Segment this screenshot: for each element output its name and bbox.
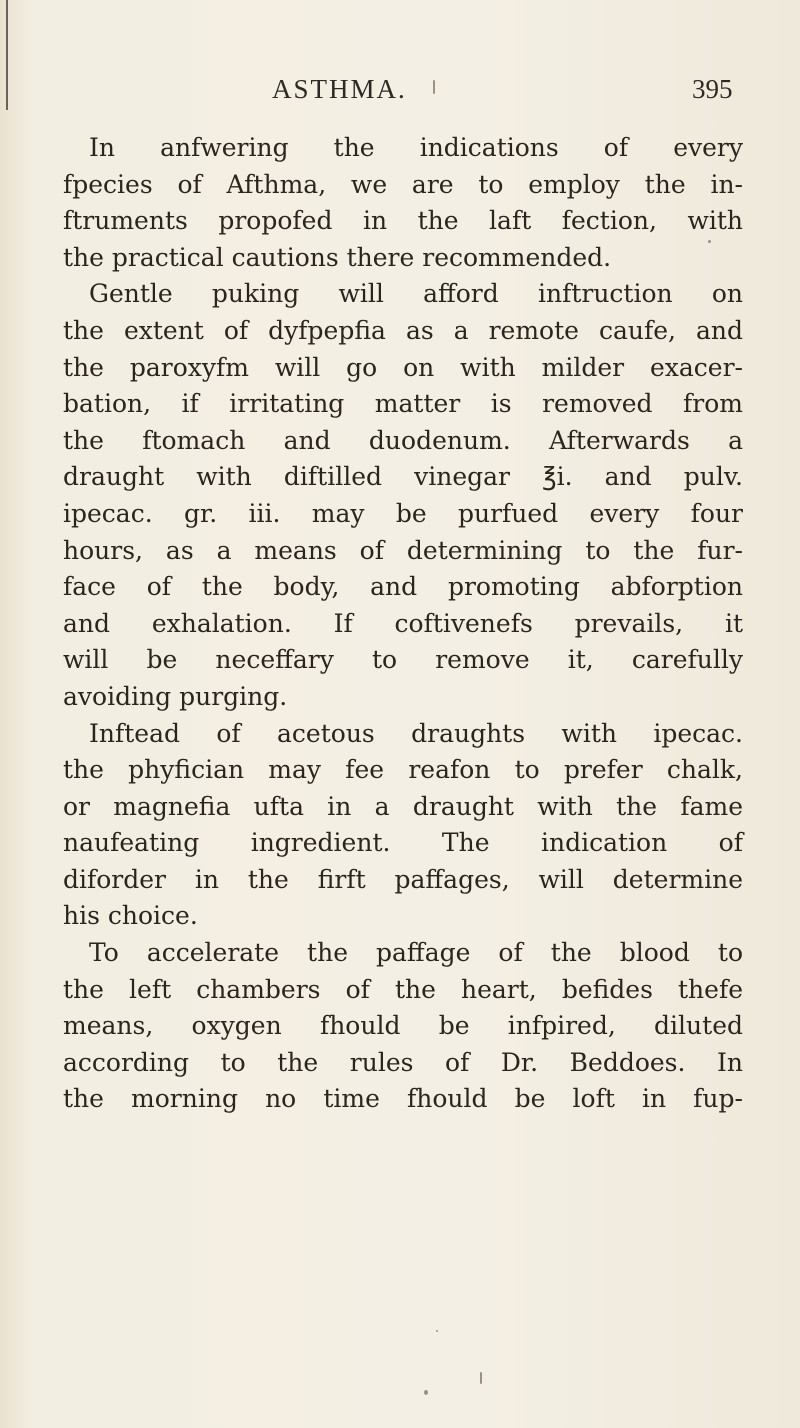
text-line: or magnefia ufta in a draught with the fame [63, 791, 743, 821]
page-number: 395 [692, 74, 733, 104]
text-line: In anfwering the indications of every [89, 133, 743, 162]
text-line: naufeating ingredient. The indication of [63, 828, 743, 858]
paper-speck [433, 80, 435, 94]
text-line: Gentle puking will afford inftruction on [89, 279, 743, 309]
text-line: means, oxygen fhould be infpired, diluted [63, 1011, 743, 1041]
text-line: ftruments propofed in the laft fection, with [63, 206, 743, 236]
paper-speck [708, 240, 711, 243]
text-line: according to the rules of Dr. Beddoes. In [63, 1047, 743, 1077]
text-line: draught with diftilled vinegar ℥i. and pulv. [63, 462, 743, 492]
text-line: the morning no time fhould be loft in fup- [63, 1084, 743, 1114]
text-line: avoiding purging. [63, 681, 288, 711]
text-line: the phyfician may fee reafon to prefer chalk, [63, 755, 743, 785]
text-line: his choice. [63, 901, 198, 931]
text-line: the paroxyfm will go on with milder exacer- [63, 352, 743, 382]
text-line: and exhalation. If coftivenefs prevails, it [63, 608, 743, 638]
text-line: hours, as a means of determining to the fur- [63, 535, 743, 565]
text-line: the ftomach and duodenum. Afterwards a [63, 425, 743, 455]
text-line: bation, if irritating matter is removed from [63, 389, 743, 419]
text-line: the left chambers of the heart, befides thefe [63, 974, 743, 1004]
paper-speck [436, 1330, 438, 1332]
text-line: diforder in the firft paffages, will determine [63, 864, 743, 894]
text-line: will be neceffary to remove it, carefully [63, 645, 743, 675]
paper-speck [480, 1372, 482, 1384]
body-text [63, 130, 743, 1118]
text-line: Inftead of acetous draughts with ipecac. [89, 718, 743, 748]
paper-speck [424, 1390, 428, 1395]
running-title: ASTHMA. [272, 74, 407, 104]
text-line: fpecies of Afthma, we are to employ the in- [63, 169, 743, 199]
page-header [0, 74, 800, 110]
text-line: the extent of dyfpepfia as a remote caufe, and [63, 315, 743, 345]
text-line: ipecac. gr. iii. may be purfued every four [63, 498, 743, 528]
text-line: the practical cautions there recommended. [63, 242, 612, 272]
text-line: face of the body, and promoting abforption [63, 572, 743, 602]
text-line: To accelerate the paffage of the blood to [89, 938, 743, 968]
